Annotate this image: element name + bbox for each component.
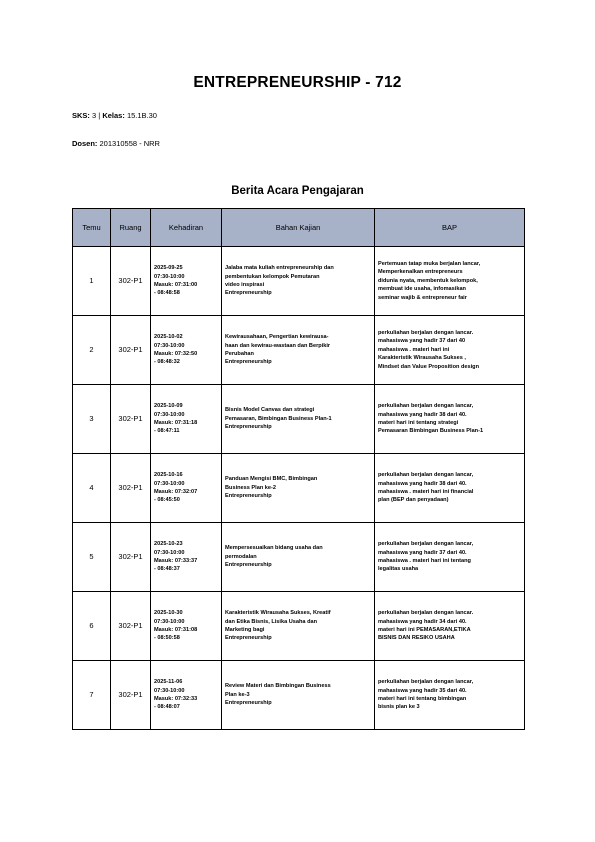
cell-bap-line: mahasiswa . materi hari ini financial: [378, 489, 474, 495]
cell-bahan-kajian-line: Entrepreneurship: [225, 493, 272, 500]
info-separator: |: [98, 111, 101, 120]
cell-kehadiran-line: Masuk: 07:32:33: [154, 696, 198, 702]
cell-ruang: 302-P1: [111, 661, 151, 730]
kelas-value: 15.1B.30: [126, 111, 157, 120]
cell-bahan-kajian: [222, 385, 375, 454]
cell-bap: [375, 523, 525, 592]
cell-kehadiran-line: - 08:48:58: [154, 290, 180, 297]
cell-bahan-kajian-line: Bisnis Model Canvas dan strategi: [225, 407, 315, 414]
cell-ruang: 302-P1: [111, 385, 151, 454]
cell-bahan-kajian-line: Pemasaran, Bimbingan Business Plan-1: [225, 415, 332, 422]
cell-bahan-kajian-line: Karakteristik Wirausaha Sukses, Kreatif: [225, 610, 331, 617]
cell-kehadiran-line: 2025-10-09: [154, 403, 183, 410]
cell-ruang: 302-P1: [111, 454, 151, 523]
cell-bap-line: perkuliahan berjalan dengan lancar,: [378, 679, 474, 686]
cell-kehadiran: [151, 247, 222, 316]
cell-bap-line: Karakteristik Wirausaha Sukses ,: [378, 355, 466, 362]
cell-ruang: 302-P1: [111, 316, 151, 385]
cell-bap: [375, 454, 525, 523]
cell-bahan-kajian-line: Entrepreneurship: [225, 359, 272, 366]
cell-kehadiran-line: Masuk: 07:31:08: [154, 627, 198, 633]
cell-bahan-kajian-line: Entrepreneurship: [225, 562, 272, 569]
cell-bahan-kajian: [222, 454, 375, 523]
cell-bap-line: materi hari ini PEMASARAN,ETIKA: [378, 627, 471, 633]
cell-bap-line: mahasiswa . materi hari ini: [378, 346, 450, 353]
cell-bap-line: BISNIS DAN RESIKO USAHA: [378, 635, 455, 642]
cell-temu: 5: [73, 523, 111, 592]
cell-bap-line: seminar wajib & entrepreneur fair: [378, 294, 467, 301]
table-row: [73, 454, 525, 523]
cell-bahan-kajian: [222, 592, 375, 661]
cell-bahan-kajian-line: haan dan kewirau-wastaan dan Berpikir: [225, 342, 331, 349]
cell-bahan-kajian-line: permodalan: [225, 553, 257, 560]
cell-bahan-kajian-line: pembentukan kelompok Pemutaran: [225, 273, 320, 280]
cell-bap-line: mahasiswa yang hadir 37 dari 40.: [378, 549, 467, 556]
lecturer-info: [72, 139, 160, 148]
cell-bap-line: plan (BEP dan penyadaan): [378, 497, 449, 504]
cell-bahan-kajian-line: Entrepreneurship: [225, 700, 272, 707]
cell-kehadiran-line: - 08:48:07: [154, 704, 180, 711]
kelas-label: Kelas:: [102, 111, 125, 120]
section-title: Berita Acara Pengajaran: [231, 185, 364, 197]
cell-ruang: 302-P1: [111, 247, 151, 316]
cell-bap-line: mahasiswa yang hadir 34 dari 40.: [378, 618, 467, 625]
cell-bap-line: perkuliahan berjalan dengan lancar,: [378, 403, 474, 410]
cell-kehadiran-line: 07:30-10:00: [154, 480, 185, 487]
cell-kehadiran-line: 07:30-10:00: [154, 273, 185, 280]
cell-ruang: 302-P1: [111, 592, 151, 661]
header-bahan-kajian: Bahan Kajian: [222, 209, 375, 247]
table-body: [73, 247, 525, 730]
cell-temu: 7: [73, 661, 111, 730]
cell-kehadiran-line: 07:30-10:00: [154, 549, 185, 556]
cell-bap-line: mahasiswa yang hadir 35 dari 40.: [378, 687, 467, 694]
cell-bap-line: Mindset dan Value Proposition design: [378, 363, 480, 370]
cell-kehadiran-line: Masuk: 07:31:18: [154, 420, 198, 426]
cell-kehadiran: [151, 592, 222, 661]
sks-value: 3: [92, 111, 97, 120]
cell-bahan-kajian: [222, 316, 375, 385]
course-info: [72, 111, 157, 120]
cell-kehadiran-line: 2025-10-30: [154, 610, 183, 617]
cell-kehadiran-line: - 08:50:58: [154, 635, 180, 642]
cell-bahan-kajian: [222, 523, 375, 592]
cell-bap-line: mahasiswa yang hadir 38 dari 40.: [378, 480, 467, 487]
cell-bap-line: didunia nyata, membentuk kelompok,: [378, 277, 478, 284]
cell-kehadiran-line: Masuk: 07:32:50: [154, 351, 198, 357]
cell-kehadiran-line: 07:30-10:00: [154, 687, 185, 694]
cell-bahan-kajian-line: Kewirausahaan, Pengertian kewirausa-: [225, 334, 329, 341]
table-header-row: [73, 209, 525, 247]
cell-kehadiran-line: - 08:48:32: [154, 359, 180, 366]
cell-kehadiran-line: 2025-10-02: [154, 334, 183, 341]
cell-bahan-kajian-line: Mempersesuaikan bidang usaha dan: [225, 545, 323, 552]
table-row: [73, 592, 525, 661]
cell-bahan-kajian-line: Entrepreneurship: [225, 424, 272, 431]
cell-kehadiran-line: Masuk: 07:32:07: [154, 489, 198, 495]
cell-bap: [375, 247, 525, 316]
cell-bap-line: legalitas usaha: [378, 566, 419, 573]
dosen-value: 201310558 - NRR: [99, 139, 160, 148]
cell-bap-line: perkuliahan berjalan dengan lancar,: [378, 541, 474, 548]
cell-bap-line: membuat ide usaha, infomasikan: [378, 286, 466, 293]
cell-kehadiran-line: 07:30-10:00: [154, 618, 185, 625]
cell-kehadiran-line: Masuk: 07:33:37: [154, 558, 198, 564]
sks-label: SKS:: [72, 111, 90, 120]
table-row: [73, 661, 525, 730]
table-row: [73, 316, 525, 385]
cell-bahan-kajian-line: Entrepreneurship: [225, 635, 272, 642]
cell-kehadiran: [151, 523, 222, 592]
cell-bahan-kajian-line: Jalaba mata kuliah entrepreneurship dan: [225, 265, 334, 272]
cell-kehadiran-line: 2025-10-16: [154, 472, 183, 479]
cell-kehadiran-line: - 08:47:11: [154, 428, 180, 435]
cell-kehadiran-line: 2025-11-06: [154, 679, 183, 686]
table-row: [73, 385, 525, 454]
cell-kehadiran-line: 07:30-10:00: [154, 411, 185, 418]
cell-temu: 1: [73, 247, 111, 316]
cell-ruang: 302-P1: [111, 523, 151, 592]
cell-bap-line: perkuliahan berjalan dengan lancar.: [378, 610, 474, 617]
cell-kehadiran-line: 2025-09-25: [154, 265, 183, 272]
document-title: ENTREPRENEURSHIP - 712: [193, 74, 402, 91]
cell-kehadiran-line: - 08:45:50: [154, 497, 180, 504]
cell-bahan-kajian-line: Panduan Mengisi BMC, Bimbingan: [225, 476, 318, 483]
cell-bap-line: Pertemuan tatap muka berjalan lancar,: [378, 261, 481, 268]
cell-temu: 4: [73, 454, 111, 523]
cell-bap-line: materi hari ini tentang strategi: [378, 420, 459, 426]
cell-temu: 2: [73, 316, 111, 385]
teaching-report-table: [72, 208, 525, 730]
table-row: [73, 523, 525, 592]
dosen-label: Dosen:: [72, 139, 98, 148]
cell-bap: [375, 316, 525, 385]
cell-kehadiran: [151, 316, 222, 385]
cell-bahan-kajian-line: Perubahan: [225, 351, 254, 357]
cell-kehadiran-line: 07:30-10:00: [154, 342, 185, 349]
cell-bap-line: Pemasaran Bimbingan Business Plan-1: [378, 428, 484, 435]
cell-bap-line: mahasiswa yang hadir 38 dari 40.: [378, 411, 467, 418]
header-bap: BAP: [375, 209, 525, 247]
cell-bap-line: perkuliahan berjalan dengan lancar.: [378, 330, 474, 337]
cell-bahan-kajian-line: dan Etika Bisnis, Lisika Usaha dan: [225, 618, 318, 625]
header-temu: Temu: [73, 209, 111, 247]
cell-temu: 6: [73, 592, 111, 661]
cell-bahan-kajian-line: Business Plan ke-2: [225, 484, 276, 491]
cell-kehadiran: [151, 661, 222, 730]
cell-bahan-kajian-line: Entrepreneurship: [225, 290, 272, 297]
cell-bap-line: mahasiswa . materi hari ini tentang: [378, 558, 471, 564]
cell-kehadiran-line: Masuk: 07:31:00: [154, 282, 198, 288]
cell-bahan-kajian-line: video inspirasi: [225, 282, 265, 288]
cell-kehadiran-line: 2025-10-23: [154, 541, 183, 548]
cell-bahan-kajian-line: Plan ke-3: [225, 691, 250, 698]
cell-bahan-kajian: [222, 247, 375, 316]
table-row: [73, 247, 525, 316]
cell-bap-line: mahasiswa yang hadir 37 dari 40: [378, 338, 466, 345]
cell-bap-line: perkuliahan berjalan dengan lancar,: [378, 472, 474, 479]
cell-bap-line: materi hari ini tentang bimbingan: [378, 696, 467, 702]
cell-kehadiran-line: - 08:48:37: [154, 566, 180, 573]
header-ruang: Ruang: [111, 209, 151, 247]
cell-bap: [375, 385, 525, 454]
cell-bap-line: Memperkenalkan entrepreneurs: [378, 269, 463, 276]
cell-kehadiran: [151, 454, 222, 523]
cell-bahan-kajian-line: Marketing bagi: [225, 627, 265, 633]
cell-kehadiran: [151, 385, 222, 454]
cell-bahan-kajian-line: Review Materi dan Bimbingan Business: [225, 683, 331, 690]
cell-temu: 3: [73, 385, 111, 454]
cell-bap: [375, 661, 525, 730]
cell-bahan-kajian: [222, 661, 375, 730]
cell-bap-line: bisnis plan ke 3: [378, 704, 420, 711]
header-kehadiran: Kehadiran: [151, 209, 222, 247]
cell-bap: [375, 592, 525, 661]
